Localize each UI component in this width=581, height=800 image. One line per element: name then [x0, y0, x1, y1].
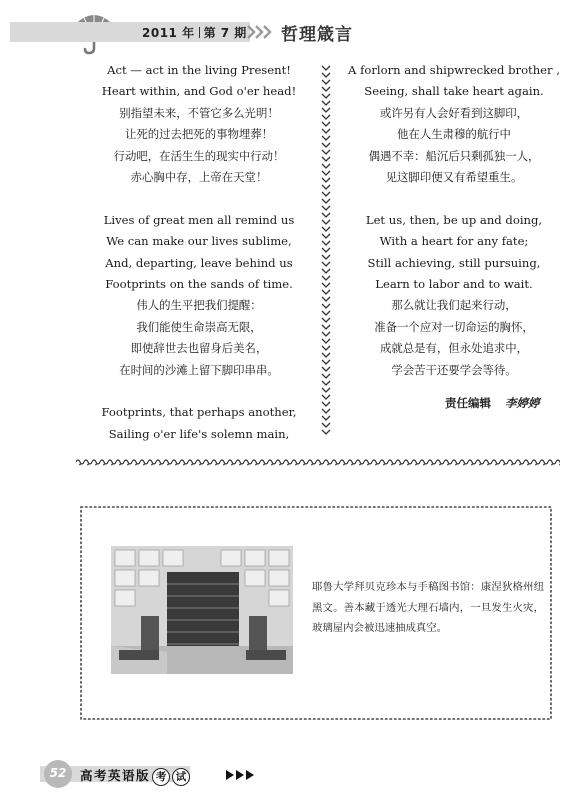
ornament-dot [551, 464, 553, 466]
ornament-wave [236, 460, 244, 464]
library-photo [111, 546, 293, 674]
vertical-ornament-divider [321, 64, 331, 436]
issue-label [142, 24, 247, 41]
ornament-dot [263, 464, 265, 466]
issue-separator [199, 27, 200, 38]
ornament-wave [404, 460, 412, 464]
ornament-dot [423, 464, 425, 466]
ornament-dot [407, 464, 409, 466]
ornament-wave [540, 460, 548, 464]
ornament-chevron [322, 66, 330, 70]
ornament-dot [303, 464, 305, 466]
magazine-name [80, 766, 190, 786]
poem-line: 见这脚印便又有希望重生。 [385, 170, 523, 185]
ornament-chevron [322, 325, 330, 329]
ornament-wave [156, 460, 164, 464]
ornament-dot [479, 464, 481, 466]
ornament-dot [127, 464, 129, 466]
poem-line: We can make our lives sublime, [106, 234, 292, 249]
poem-line: Learn to labor and to wait. [375, 277, 533, 292]
ornament-wave [468, 460, 476, 464]
ornament-wave [300, 460, 308, 464]
ornament-chevron [322, 185, 330, 189]
ornament-chevron [322, 199, 330, 203]
ornament-chevron [322, 283, 330, 287]
page-number: 52 [49, 766, 67, 780]
poem-line: 伟人的生平把我们提醒： [136, 298, 262, 313]
ornament-wave [340, 460, 348, 464]
circled-char: 试 [172, 768, 190, 786]
poem-column-right [345, 60, 563, 381]
ornament-dot [119, 464, 121, 466]
poem-line: Let us, then, be up and doing, [365, 212, 543, 227]
ornament-dot [359, 464, 361, 466]
ornament-wave [532, 460, 540, 464]
ornament-wave [180, 460, 188, 464]
column-title: 哲理箴言 [281, 25, 353, 45]
ornament-wave [484, 460, 492, 464]
ornament-dot [519, 464, 521, 466]
ornament-wave [84, 460, 92, 464]
ornament-dot [327, 464, 329, 466]
ornament-wave [116, 460, 124, 464]
ornament-chevron [322, 388, 330, 392]
ornament-dot [175, 464, 177, 466]
ornament-wave [212, 460, 220, 464]
ornament-chevron [322, 346, 330, 350]
ornament-wave [132, 460, 140, 464]
ornament-wave [412, 460, 420, 464]
stanza-gap [90, 188, 308, 209]
ornament-chevron [322, 423, 330, 427]
ornament-dot [375, 464, 377, 466]
editor-label: 责任编辑 [445, 396, 491, 410]
poem-line: 偶遇不幸：船沉后只剩孤独一人， [368, 148, 540, 163]
ornament-dot [415, 464, 417, 466]
poem-line: Still achieving, still pursuing, [367, 255, 541, 270]
ornament-dot [487, 464, 489, 466]
poem-line: 学会苦干还要学会等待。 [391, 362, 517, 377]
ornament-wave [124, 460, 132, 464]
ornament-dot [295, 464, 297, 466]
poem-line: 行动吧，在活生生的现实中行动！ [113, 148, 285, 163]
ornament-dot [271, 464, 273, 466]
ornament-wave [260, 460, 268, 464]
ornament-wave [420, 460, 428, 464]
ornament-dot [335, 464, 337, 466]
ornament-dot [511, 464, 513, 466]
ornament-wave [380, 460, 388, 464]
editor-name: 李婷婷 [505, 396, 540, 410]
ornament-chevron [322, 157, 330, 161]
ornament-chevron [322, 360, 330, 364]
ornament-wave [500, 460, 508, 464]
poem-line: 我们能使生命崇高无限， [136, 319, 262, 334]
ornament-chevron [322, 297, 330, 301]
ornament-dot [391, 464, 393, 466]
ornament-chevron [322, 178, 330, 182]
poem-line: Footprints on the sands of time. [105, 277, 293, 292]
ornament-dot [207, 464, 209, 466]
ornament-dot [215, 464, 217, 466]
ornament-wave [388, 460, 396, 464]
chevron-right-icon [246, 22, 276, 42]
ornament-chevron [322, 80, 330, 84]
ornament-chevron [322, 402, 330, 406]
ornament-chevron [322, 150, 330, 154]
page-header [0, 0, 581, 60]
ornament-chevron [322, 115, 330, 119]
ornament-wave [228, 460, 236, 464]
ornament-wave [172, 460, 180, 464]
ornament-wave [108, 460, 116, 464]
poem-line: 在时间的沙滩上留下脚印串串。 [119, 362, 279, 377]
ornament-wave [452, 460, 460, 464]
ornament-chevron [322, 171, 330, 175]
ornament-dot [223, 464, 225, 466]
ornament-dot [383, 464, 385, 466]
ornament-chevron [322, 248, 330, 252]
ornament-dot [447, 464, 449, 466]
ornament-wave [268, 460, 276, 464]
ornament-dot [111, 464, 113, 466]
ornament-dot [535, 464, 537, 466]
ornament-chevron [322, 311, 330, 315]
ornament-chevron [322, 339, 330, 343]
ornament-wave [308, 460, 316, 464]
editor-credit [445, 395, 540, 411]
horizontal-ornament-divider [76, 457, 560, 467]
ornament-chevron [322, 94, 330, 98]
poem-line: Sailing o'er life's solemn main, [108, 426, 290, 441]
stanza-gap [345, 188, 563, 209]
ornament-dot [247, 464, 249, 466]
poem-line: 准备一个应对一切命运的胸怀， [374, 319, 534, 334]
poem-line: 他在人生肃穆的航行中 [397, 127, 511, 142]
ornament-chevron [322, 255, 330, 259]
ornament-dot [239, 464, 241, 466]
poem-line: Heart within, and God o'er head! [101, 84, 297, 99]
ornament-wave [324, 460, 332, 464]
arrow-right-icon [226, 770, 254, 780]
ornament-wave [332, 460, 340, 464]
ornament-dot [231, 464, 233, 466]
ornament-chevron [322, 206, 330, 210]
poem-line: 成就总是有，但永处追求中， [379, 341, 529, 356]
poem-line: A forlorn and shipwrecked brother , [348, 63, 560, 77]
ornament-chevron [322, 290, 330, 294]
ornament-wave [276, 460, 284, 464]
ornament-dot [455, 464, 457, 466]
ornament-chevron [322, 136, 330, 140]
circled-char: 考 [152, 768, 170, 786]
ornament-dot [527, 464, 529, 466]
poem-line: With a heart for any fate; [379, 234, 529, 249]
ornament-dot [79, 464, 81, 466]
ornament-chevron [322, 164, 330, 168]
ornament-chevron [322, 87, 330, 91]
ornament-wave [284, 460, 292, 464]
poem-line: 那么就让我们起来行动， [391, 298, 517, 313]
poem-line: Act — act in the living Present! [107, 63, 291, 77]
ornament-chevron [322, 108, 330, 112]
ornament-wave [252, 460, 260, 464]
ornament-wave [76, 460, 84, 464]
ornament-chevron [322, 381, 330, 385]
poem-line: 或许另有人会好看到这脚印， [379, 105, 529, 120]
ornament-dot [439, 464, 441, 466]
ornament-wave [524, 460, 532, 464]
poem-column-left [90, 60, 308, 445]
ornament-wave [428, 460, 436, 464]
ornament-wave [356, 460, 364, 464]
ornament-wave [516, 460, 524, 464]
ornament-chevron [322, 318, 330, 322]
ornament-chevron [322, 213, 330, 217]
ornament-dot [495, 464, 497, 466]
poem-line: 即使辞世去也留身后美名， [130, 341, 268, 356]
ornament-chevron [322, 227, 330, 231]
ornament-chevron [322, 367, 330, 371]
ornament-wave [444, 460, 452, 464]
ornament-wave [100, 460, 108, 464]
ornament-wave [92, 460, 100, 464]
ornament-dot [543, 464, 545, 466]
ornament-dot [463, 464, 465, 466]
ornament-wave [492, 460, 500, 464]
ornament-wave [188, 460, 196, 464]
ornament-wave [372, 460, 380, 464]
stanza-gap [90, 381, 308, 402]
ornament-chevron [322, 192, 330, 196]
ornament-wave [548, 460, 556, 464]
ornament-wave [148, 460, 156, 464]
ornament-dot [343, 464, 345, 466]
ornament-chevron [322, 374, 330, 378]
ornament-wave [364, 460, 372, 464]
issue-number: 第 7 期 [203, 26, 247, 40]
ornament-chevron [322, 129, 330, 133]
ornament-chevron [322, 262, 330, 266]
ornament-chevron [322, 430, 330, 434]
ornament-dot [199, 464, 201, 466]
ornament-chevron [322, 304, 330, 308]
ornament-dot [103, 464, 105, 466]
ornament-wave [220, 460, 228, 464]
ornament-dot [503, 464, 505, 466]
ornament-dot [167, 464, 169, 466]
ornament-dot [95, 464, 97, 466]
ornament-dot [135, 464, 137, 466]
ornament-chevron [322, 395, 330, 399]
ornament-chevron [322, 122, 330, 126]
ornament-wave [436, 460, 444, 464]
magazine-title: 高考英语版 [80, 768, 151, 783]
ornament-wave [204, 460, 212, 464]
ornament-dot [559, 464, 560, 466]
ornament-dot [255, 464, 257, 466]
ornament-dot [191, 464, 193, 466]
poem-line: 让死的过去把死的事物埋葬！ [124, 127, 274, 142]
ornament-chevron [322, 332, 330, 336]
ornament-chevron [322, 241, 330, 245]
ornament-wave [316, 460, 324, 464]
ornament-dot [143, 464, 145, 466]
ornament-wave [396, 460, 404, 464]
ornament-wave [292, 460, 300, 464]
ornament-wave [556, 460, 560, 464]
ornament-dot [471, 464, 473, 466]
ornament-dot [399, 464, 401, 466]
issue-year: 2011 年 [142, 26, 195, 40]
poem-line: Lives of great men all remind us [103, 212, 295, 227]
ornament-wave [460, 460, 468, 464]
ornament-wave [196, 460, 204, 464]
ornament-wave [476, 460, 484, 464]
ornament-dot [87, 464, 89, 466]
ornament-dot [319, 464, 321, 466]
ornament-dot [159, 464, 161, 466]
ornament-chevron [322, 220, 330, 224]
ornament-chevron [322, 143, 330, 147]
ornament-wave [140, 460, 148, 464]
ornament-chevron [322, 416, 330, 420]
ornament-dot [151, 464, 153, 466]
ornament-chevron [322, 73, 330, 77]
ornament-wave [348, 460, 356, 464]
ornament-dot [351, 464, 353, 466]
ornament-dot [431, 464, 433, 466]
ornament-chevron [322, 353, 330, 357]
poem-line: 赤心胸中存，上帝在天堂！ [130, 170, 268, 185]
ornament-wave [244, 460, 252, 464]
ornament-dot [279, 464, 281, 466]
ornament-chevron [322, 234, 330, 238]
ornament-wave [164, 460, 172, 464]
ornament-dot [367, 464, 369, 466]
ornament-dot [311, 464, 313, 466]
ornament-chevron [322, 101, 330, 105]
poem-line: Footprints, that perhaps another, [101, 405, 297, 420]
poem-line: Seeing, shall take heart again. [364, 84, 544, 99]
poem-line: 别指望未来，不管它多么光明！ [119, 105, 279, 120]
poem-line: And, departing, leave behind us [105, 255, 293, 270]
ornament-chevron [322, 276, 330, 280]
ornament-chevron [322, 409, 330, 413]
ornament-dot [287, 464, 289, 466]
ornament-chevron [322, 269, 330, 273]
photo-caption: 耶鲁大学拜贝克珍本与手稿图书馆：康涅狄格州纽黑文。善本藏于透光大理石墙内，一旦发生火灾，玻璃屋内会被迅速抽成真空。 [312, 581, 544, 634]
ornament-dot [183, 464, 185, 466]
ornament-wave [508, 460, 516, 464]
